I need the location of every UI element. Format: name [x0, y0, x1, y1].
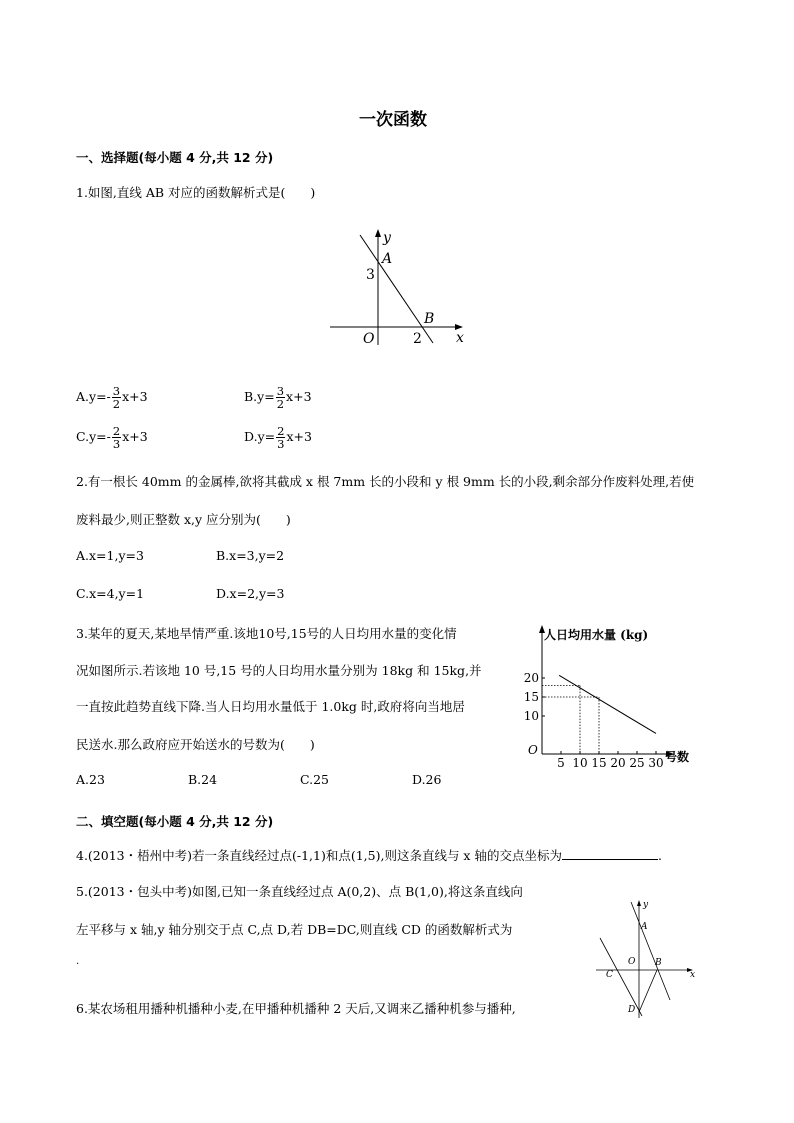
q1-option-d[interactable]: D.y= $\frac{2}{3}$ x+3 — [244, 424, 312, 451]
q1-label-o: O — [363, 331, 375, 347]
chart-x-tick-label: 30 — [648, 756, 664, 770]
q2-option-c[interactable]: C.x=4,y=1 — [76, 586, 145, 601]
q5-label-x: x — [690, 970, 696, 980]
q1-stem: 1.如图,直线 AB 对应的函数解析式是( ) — [76, 185, 316, 200]
q5-line-3: . — [76, 956, 80, 967]
q2-line-2: 废料最少,则正整数 x,y 应分别为( ) — [76, 512, 291, 527]
q1-label-b: B — [424, 311, 435, 327]
q2-line-1: 2.有一根长 40mm 的金属棒,欲将其截成 x 根 7mm 长的小段和 y 根 9mm 长的小段,剩余部分作废料处理,若使 — [76, 474, 695, 489]
q1-label-y: y — [383, 230, 391, 246]
chart-x-label: 号数 — [665, 750, 690, 764]
q5-label-d: D — [628, 1005, 636, 1015]
q3-water-chart — [522, 622, 702, 772]
q1-label-x: x — [456, 330, 464, 346]
q2-option-b[interactable]: B.x=3,y=2 — [216, 548, 285, 563]
q5-label-c: C — [606, 970, 613, 980]
q5-segment-db — [639, 970, 657, 1012]
q5-line-1: 5.(2013・包头中考)如图,已知一条直线经过点 A(0,2)、点 B(1,0),将这条直线向 — [76, 884, 523, 899]
q1-label-3: 3 — [366, 267, 375, 283]
q2-option-a[interactable]: A.x=1,y=3 — [76, 548, 144, 563]
q4-answer-blank[interactable] — [562, 847, 658, 860]
q1-label-a: A — [382, 251, 393, 267]
q1-y-arrow-icon — [375, 229, 381, 237]
q6-line-1: 6.某农场租用播种机播种小麦,在甲播种机播种 2 天后,又调来乙播种机参与播种, — [76, 1001, 516, 1016]
chart-series-line — [559, 675, 656, 733]
q1-option-c[interactable]: C.y=- $\frac{2}{3}$ x+3 — [76, 424, 148, 451]
q3-option-a[interactable]: A.23 — [76, 772, 105, 787]
chart-x-tick-label: 10 — [572, 756, 588, 770]
chart-y-tick-label: 10 — [523, 709, 539, 723]
q1-label-2: 2 — [413, 331, 422, 347]
q5-label-y: y — [643, 900, 649, 910]
q3-line-1: 3.某年的夏天,某地旱情严重.该地10号,15号的人日均用水量的变化情 — [76, 626, 457, 641]
chart-x-tick-label: 20 — [610, 756, 626, 770]
q3-option-b[interactable]: B.24 — [188, 772, 218, 787]
q4-text: 4.(2013・梧州中考)若一条直线经过点(-1,1)和点(1,5),则这条直线与 x 轴的交点坐标为 . — [76, 848, 662, 863]
q2-option-d[interactable]: D.x=2,y=3 — [216, 586, 285, 601]
q1-option-a[interactable]: A.y=- $\frac{3}{2}$ x+3 — [76, 384, 148, 411]
q5-label-b: B — [655, 958, 662, 968]
page-title: 一次函数 — [359, 110, 427, 130]
q5-label-a: A — [641, 922, 648, 932]
q5-line-2: 左平移与 x 轴,y 轴分别交于点 C,点 D,若 DB=DC,则直线 CD 的函数解析式为 — [76, 922, 513, 937]
q3-line-2: 况如图所示.若该地 10 号,15 号的人日均用水量分别为 18kg 和 15kg,并 — [76, 663, 482, 678]
q3-option-d[interactable]: D.26 — [412, 772, 442, 787]
section-heading-fill: 二、填空题(每小题 4 分,共 12 分) — [76, 814, 274, 829]
q1-figure — [320, 225, 480, 355]
q3-line-4: 民送水.那么政府应开始送水的号数为( ) — [76, 737, 315, 752]
q1-option-b[interactable]: B.y= $\frac{3}{2}$ x+3 — [244, 384, 312, 411]
chart-y-tick-label: 20 — [523, 671, 539, 685]
chart-x-tick-label: 15 — [591, 756, 607, 770]
chart-x-tick-label: 5 — [557, 756, 565, 770]
q5-label-o: O — [628, 957, 636, 967]
section-heading-choice: 一、选择题(每小题 4 分,共 12 分) — [76, 150, 274, 165]
q3-option-c[interactable]: C.25 — [300, 772, 329, 787]
q5-y-arrow-icon — [637, 900, 641, 906]
q3-line-3: 一直按此趋势直线下降.当人日均用水量低于 1.0kg 时,政府将向当地居 — [76, 699, 465, 714]
chart-y-tick-label: 15 — [523, 690, 539, 704]
q5-figure — [590, 898, 700, 1020]
chart-origin: O — [528, 743, 538, 757]
chart-x-tick-label: 25 — [629, 756, 645, 770]
chart-title: 人日均用水量 (kg) — [544, 628, 649, 642]
